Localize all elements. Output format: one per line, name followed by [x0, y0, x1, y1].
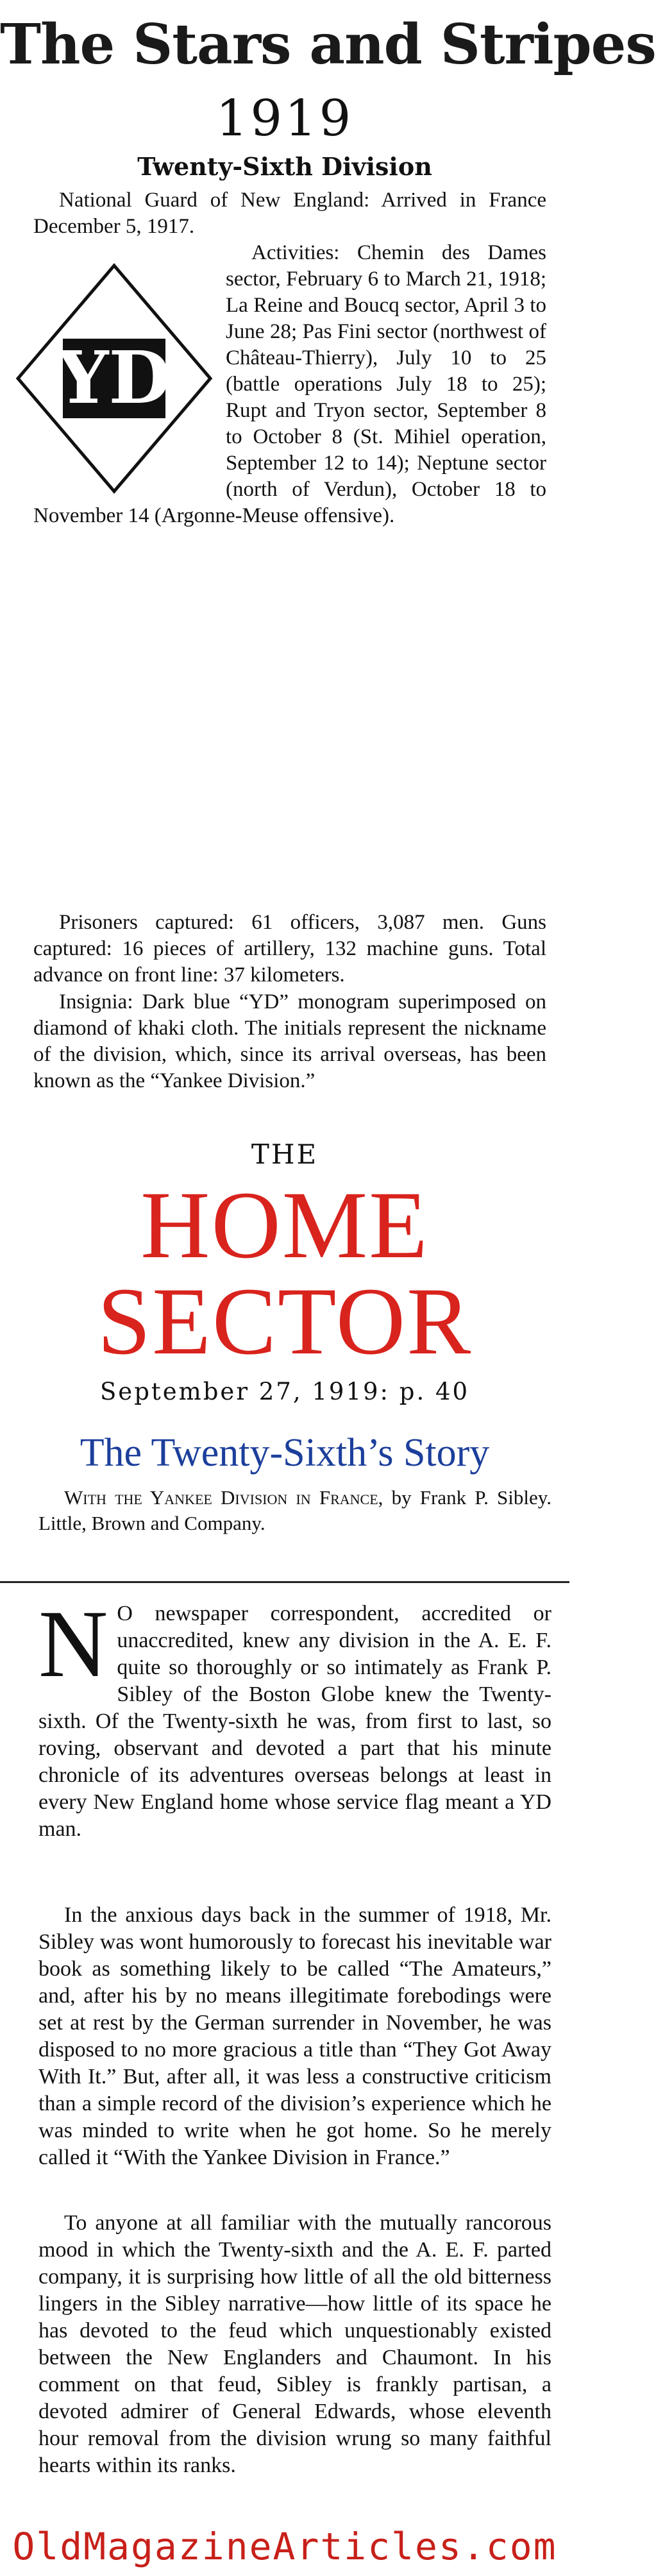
drop-cap: N	[38, 1591, 108, 1697]
masthead-year: 1919	[215, 90, 354, 148]
division-intro: National Guard of New England: Arrived in France December 5, 1917.	[33, 189, 546, 238]
division-insignia-text: Insignia: Dark blue “YD” monogram superimposed on diamond of khaki cloth. The initials represent the nickname of the division, which, since its arrival overseas, has been known as the “Yankee Division.”	[33, 990, 546, 1092]
home-sector-sector: SECTOR	[97, 1268, 473, 1375]
story-paragraph-2: In the anxious days back in the summer of 1918, Mr. Sibley was wont humorously to forecast his inevitable war book as something likely to be called “The Amateurs,” and, after his by no means illegitimate forebodings were set at rest by the German surrender in November, he was disposed to no more gracious a title than “They Got Away With It.” But, after all, it was less a constructive criticism than a simple record of the division’s experience which he was minded to write when he got home. So he merely called it “With the Yankee Division in France.”	[38, 1903, 551, 2169]
insignia-monogram: YD	[57, 336, 171, 420]
review-citation	[38, 1485, 551, 1536]
review-publisher: by Frank P. Sibley. Little, Brown and Company.	[38, 1486, 552, 1534]
division-prisoners: Prisoners captured: 61 officers, 3,087 men. Guns captured: 16 pieces of artillery, 132 machine guns. Total advance on front line: 37 kilometers.	[33, 911, 546, 987]
division-title: Twenty-Sixth Division	[137, 152, 432, 181]
story-title: The Twenty-Sixth’s Story	[80, 1431, 490, 1475]
review-book-title: With the Yankee Division in France,	[64, 1486, 383, 1509]
footer-watermark: OldMagazineArticles.com	[12, 2525, 557, 2568]
story-paragraph-3: To anyone at all familiar with the mutually rancorous mood in which the Twenty-sixth and the A. E. F. parted company, it is surprising how little of all the old bitterness lingers in the Sibley narrative—how little of its space he has devoted to the feud which unquestionably existed between the New Englanders and Chaumont. In his comment on that feud, Sibley is frankly partisan, a devoted admirer of General Edwards, whose eleventh hour removal from the division wrung so many faithful hearts within its ranks.	[38, 2211, 551, 2477]
masthead	[0, 0, 656, 90]
home-sector-date: September 27, 1919: p. 40	[99, 1378, 470, 1405]
division-activities: Activities: Chemin des Dames sector, February 6 to March 21, 1918; La Reine and Boucq sector, April 3 to June 28; Pas Fini sector (northwest of Château-Thierry), July 10 to 25 (battle operations July 18 to 25); Rupt and Tryon sector, September 8 to October 8 (St. Mihiel operation, September 12 to 14); Neptune sector (north of Verdun), October 18 to November 14 (Argonne-Meuse offensive).	[33, 241, 546, 527]
masthead-title: The Stars and Stripes	[0, 12, 656, 77]
home-sector-the: THE	[251, 1139, 319, 1170]
story-paragraph-1: N O newspaper correspondent, accredited or unaccredited, knew any division in the A. E. F. quite so thoroughly or so intimately as Frank P. Sibley of the Boston Globe knew the Twenty-sixth. Of the Twenty-sixth he was, from first to last, so roving, observant and devoted a part that his minute chronicle of its adventures overseas belongs at least in every New England home whose service flag meant a YD man.	[38, 1591, 551, 1841]
divider-rule	[0, 1581, 569, 1583]
home-sector-home: HOME	[140, 1172, 429, 1278]
